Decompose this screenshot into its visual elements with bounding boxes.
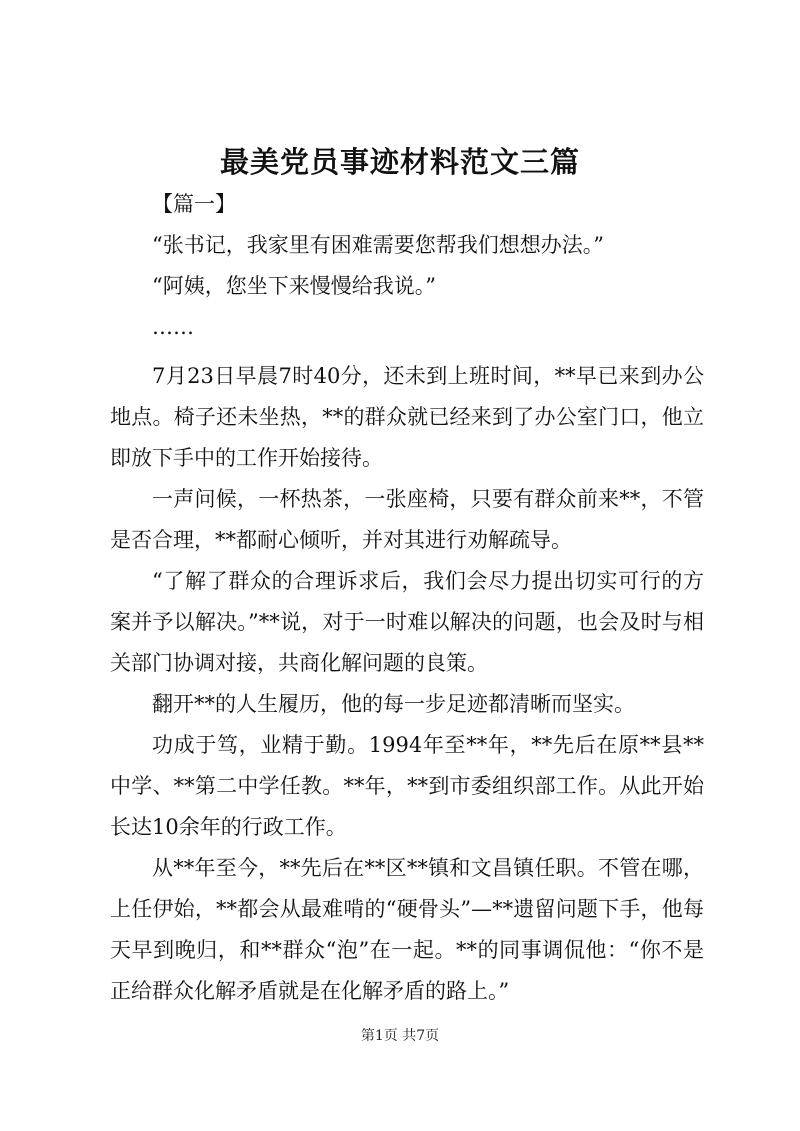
page-footer: 第1页 共7页 bbox=[360, 1028, 440, 1044]
document-body bbox=[110, 184, 704, 1012]
paragraph: 功成于笃，业精于勤。1994年至**年，**先后在原**县**中学、**第二中学任教。**年，**到市委组织部工作。从此开始长达10余年的行政工作。 bbox=[110, 733, 704, 839]
paragraph: “阿姨，您坐下来慢慢给我说。” bbox=[152, 274, 436, 298]
paragraph: 从**年至今，**先后在**区**镇和文昌镇任职。不管在哪，上任伊始，**都会从最难啃的“硬骨头”—**遗留问题下手，他每天早到晚归，和**群众“泡”在一起。**的同事调侃他：“你不是正给群众化解矛盾就是在化解矛盾的路上。” bbox=[110, 856, 704, 1003]
paragraph: 一声问候，一杯热茶，一张座椅，只要有群众前来**，不管是否合理，**都耐心倾听，并对其进行劝解疏导。 bbox=[110, 487, 704, 552]
section-label: 【篇一】 bbox=[152, 192, 236, 216]
paragraph: …… bbox=[152, 315, 194, 339]
paragraph: “张书记，我家里有困难需要您帮我们想想办法。” bbox=[152, 233, 604, 257]
paragraph: 翻开**的人生履历，他的每一步足迹都清晰而坚实。 bbox=[152, 692, 635, 716]
document-title: 最美党员事迹材料范文三篇 bbox=[219, 145, 580, 179]
paragraph: 7月23日早晨7时40分，还未到上班时间，**早已来到办公地点。椅子还未坐热，**的群众就已经来到了办公室门口，他立即放下手中的工作开始接待。 bbox=[110, 364, 704, 470]
paragraph: “了解了群众的合理诉求后，我们会尽力提出切实可行的方案并予以解决。”**说，对于一时难以解决的问题，也会及时与相关部门协调对接，共商化解问题的良策。 bbox=[110, 569, 704, 675]
